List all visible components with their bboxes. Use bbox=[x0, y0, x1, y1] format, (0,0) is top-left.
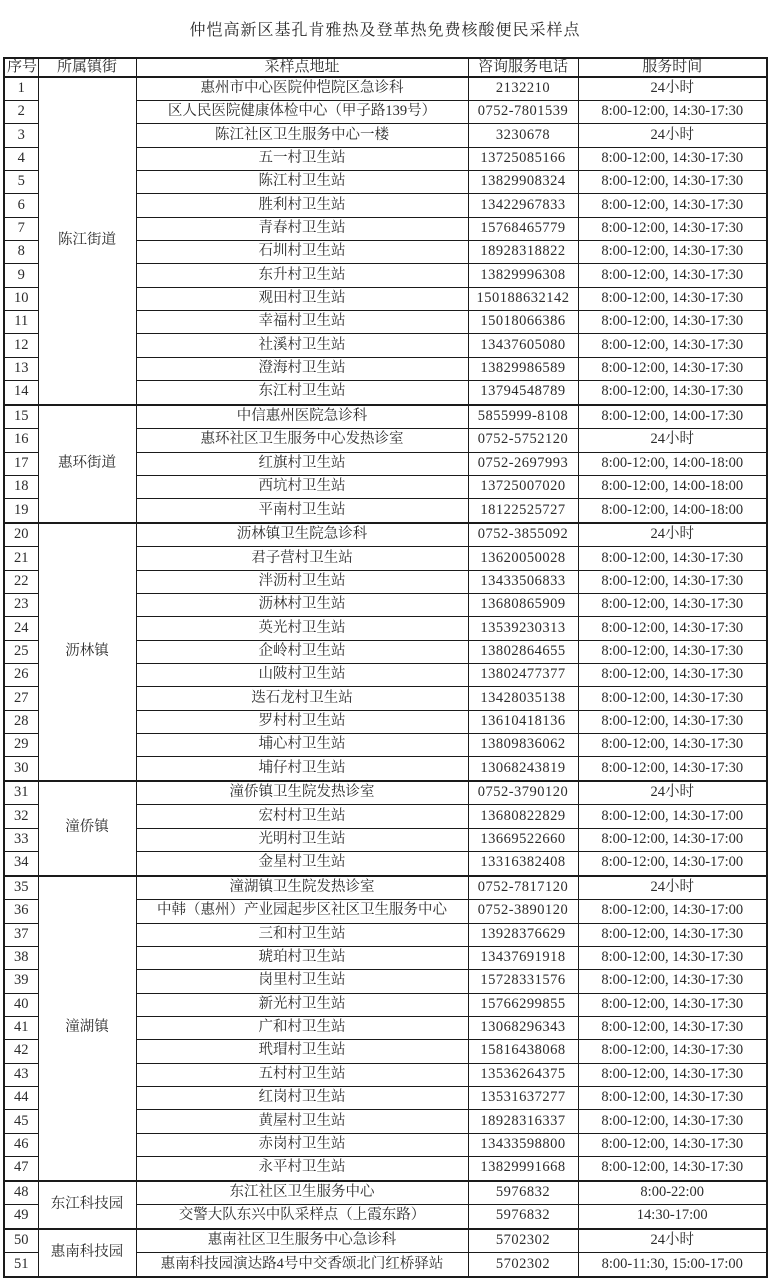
row-serial-number: 12 bbox=[4, 334, 38, 357]
site-address-cell: 惠南科技园演达路4号中交香颂北门红桥驿站 bbox=[136, 1253, 468, 1277]
service-phone-cell: 0752-3790120 bbox=[468, 781, 578, 805]
site-address-cell: 惠州市中心医院仲恺院区急诊科 bbox=[136, 77, 468, 101]
row-serial-number: 48 bbox=[4, 1181, 38, 1205]
table-row bbox=[4, 77, 767, 101]
service-phone-cell: 13068296343 bbox=[468, 1016, 578, 1039]
site-address-cell: 五一村卫生站 bbox=[136, 147, 468, 170]
service-hours-cell: 8:00-12:00, 14:30-17:30 bbox=[578, 1016, 767, 1039]
service-hours-cell: 8:00-12:00, 14:30-17:00 bbox=[578, 805, 767, 828]
service-phone-cell: 5855999-8108 bbox=[468, 405, 578, 429]
row-serial-number: 17 bbox=[4, 452, 38, 475]
service-phone-cell: 13680822829 bbox=[468, 805, 578, 828]
row-serial-number: 10 bbox=[4, 287, 38, 310]
header-service-hours: 服务时间 bbox=[578, 58, 767, 77]
service-phone-cell: 2132210 bbox=[468, 77, 578, 101]
service-phone-cell: 5976832 bbox=[468, 1205, 578, 1229]
service-hours-cell: 24小时 bbox=[578, 523, 767, 547]
service-hours-cell: 8:00-12:00, 14:30-17:30 bbox=[578, 1157, 767, 1181]
row-serial-number: 41 bbox=[4, 1016, 38, 1039]
site-address-cell: 青春村卫生站 bbox=[136, 217, 468, 240]
service-hours-cell: 8:00-12:00, 14:30-17:00 bbox=[578, 852, 767, 876]
row-serial-number: 11 bbox=[4, 311, 38, 334]
site-address-cell: 红岗村卫生站 bbox=[136, 1086, 468, 1109]
service-phone-cell: 18122525727 bbox=[468, 499, 578, 523]
service-hours-cell: 8:00-12:00, 14:30-17:30 bbox=[578, 311, 767, 334]
service-hours-cell: 8:00-12:00, 14:30-17:30 bbox=[578, 101, 767, 124]
site-address-cell: 沥林镇卫生院急诊科 bbox=[136, 523, 468, 547]
site-address-cell: 东江社区卫生服务中心 bbox=[136, 1181, 468, 1205]
service-phone-cell: 5976832 bbox=[468, 1181, 578, 1205]
service-phone-cell: 13610418136 bbox=[468, 710, 578, 733]
row-serial-number: 51 bbox=[4, 1253, 38, 1277]
service-hours-cell: 8:00-12:00, 14:30-17:30 bbox=[578, 241, 767, 264]
site-address-cell: 交警大队东兴中队采样点（上霞东路） bbox=[136, 1205, 468, 1229]
service-hours-cell: 8:00-12:00, 14:30-17:30 bbox=[578, 594, 767, 617]
site-address-cell: 陈江社区卫生服务中心一楼 bbox=[136, 124, 468, 147]
service-phone-cell: 13539230313 bbox=[468, 617, 578, 640]
table-row bbox=[4, 781, 767, 805]
site-address-cell: 中韩（惠州）产业园起步区社区卫生服务中心 bbox=[136, 900, 468, 923]
service-phone-cell: 15816438068 bbox=[468, 1040, 578, 1063]
service-phone-cell: 18928316337 bbox=[468, 1110, 578, 1133]
service-phone-cell: 13531637277 bbox=[468, 1086, 578, 1109]
row-serial-number: 27 bbox=[4, 687, 38, 710]
row-serial-number: 3 bbox=[4, 124, 38, 147]
site-address-cell: 社溪村卫生站 bbox=[136, 334, 468, 357]
site-address-cell: 陈江村卫生站 bbox=[136, 171, 468, 194]
row-serial-number: 38 bbox=[4, 946, 38, 969]
service-phone-cell: 13433506833 bbox=[468, 570, 578, 593]
service-hours-cell: 24小时 bbox=[578, 429, 767, 452]
row-serial-number: 5 bbox=[4, 171, 38, 194]
sampling-points-table bbox=[3, 57, 768, 1278]
service-hours-cell: 8:00-12:00, 14:00-18:00 bbox=[578, 475, 767, 498]
row-serial-number: 14 bbox=[4, 381, 38, 405]
site-address-cell: 金星村卫生站 bbox=[136, 852, 468, 876]
service-phone-cell: 13725085166 bbox=[468, 147, 578, 170]
service-hours-cell: 8:00-12:00, 14:30-17:30 bbox=[578, 970, 767, 993]
service-phone-cell: 13794548789 bbox=[468, 381, 578, 405]
header-service-phone: 咨询服务电话 bbox=[468, 58, 578, 77]
row-serial-number: 36 bbox=[4, 900, 38, 923]
service-phone-cell: 13536264375 bbox=[468, 1063, 578, 1086]
row-serial-number: 19 bbox=[4, 499, 38, 523]
row-serial-number: 39 bbox=[4, 970, 38, 993]
service-phone-cell: 0752-3855092 bbox=[468, 523, 578, 547]
table-row bbox=[4, 876, 767, 900]
site-address-cell: 潼侨镇卫生院发热诊室 bbox=[136, 781, 468, 805]
service-phone-cell: 15728331576 bbox=[468, 970, 578, 993]
row-serial-number: 22 bbox=[4, 570, 38, 593]
service-phone-cell: 13437691918 bbox=[468, 946, 578, 969]
row-serial-number: 44 bbox=[4, 1086, 38, 1109]
site-address-cell: 英光村卫生站 bbox=[136, 617, 468, 640]
table-row bbox=[4, 1229, 767, 1253]
site-address-cell: 迭石龙村卫生站 bbox=[136, 687, 468, 710]
service-hours-cell: 8:00-12:00, 14:30-17:00 bbox=[578, 900, 767, 923]
site-address-cell: 山陂村卫生站 bbox=[136, 664, 468, 687]
service-phone-cell: 13437605080 bbox=[468, 334, 578, 357]
service-hours-cell: 8:00-12:00, 14:30-17:30 bbox=[578, 710, 767, 733]
service-phone-cell: 13829908324 bbox=[468, 171, 578, 194]
service-hours-cell: 8:00-12:00, 14:30-17:30 bbox=[578, 993, 767, 1016]
table-row bbox=[4, 1181, 767, 1205]
town-group-cell: 潼湖镇 bbox=[38, 876, 136, 1181]
service-hours-cell: 8:00-12:00, 14:30-17:30 bbox=[578, 570, 767, 593]
service-hours-cell: 24小时 bbox=[578, 1229, 767, 1253]
service-phone-cell: 0752-3890120 bbox=[468, 900, 578, 923]
site-address-cell: 泮沥村卫生站 bbox=[136, 570, 468, 593]
service-phone-cell: 13802864655 bbox=[468, 640, 578, 663]
service-hours-cell: 14:30-17:00 bbox=[578, 1205, 767, 1229]
site-address-cell: 埔仔村卫生站 bbox=[136, 757, 468, 781]
service-phone-cell: 15766299855 bbox=[468, 993, 578, 1016]
site-address-cell: 东江村卫生站 bbox=[136, 381, 468, 405]
row-serial-number: 26 bbox=[4, 664, 38, 687]
site-address-cell: 胜利村卫生站 bbox=[136, 194, 468, 217]
row-serial-number: 34 bbox=[4, 852, 38, 876]
service-hours-cell: 8:00-12:00, 14:30-17:30 bbox=[578, 357, 767, 380]
service-phone-cell: 13433598800 bbox=[468, 1133, 578, 1156]
service-phone-cell: 0752-7801539 bbox=[468, 101, 578, 124]
service-hours-cell: 8:00-12:00, 14:30-17:30 bbox=[578, 946, 767, 969]
row-serial-number: 15 bbox=[4, 405, 38, 429]
service-hours-cell: 8:00-12:00, 14:30-17:30 bbox=[578, 1133, 767, 1156]
site-address-cell: 红旗村卫生站 bbox=[136, 452, 468, 475]
site-address-cell: 西坑村卫生站 bbox=[136, 475, 468, 498]
row-serial-number: 49 bbox=[4, 1205, 38, 1229]
row-serial-number: 4 bbox=[4, 147, 38, 170]
row-serial-number: 50 bbox=[4, 1229, 38, 1253]
site-address-cell: 三和村卫生站 bbox=[136, 923, 468, 946]
service-phone-cell: 13829986589 bbox=[468, 357, 578, 380]
service-phone-cell: 13725007020 bbox=[468, 475, 578, 498]
site-address-cell: 石圳村卫生站 bbox=[136, 241, 468, 264]
service-hours-cell: 8:00-12:00, 14:00-17:30 bbox=[578, 405, 767, 429]
row-serial-number: 7 bbox=[4, 217, 38, 240]
service-phone-cell: 13829996308 bbox=[468, 264, 578, 287]
service-phone-cell: 13809836062 bbox=[468, 734, 578, 757]
site-address-cell: 惠南社区卫生服务中心急诊科 bbox=[136, 1229, 468, 1253]
site-address-cell: 埔心村卫生站 bbox=[136, 734, 468, 757]
site-address-cell: 永平村卫生站 bbox=[136, 1157, 468, 1181]
row-serial-number: 46 bbox=[4, 1133, 38, 1156]
service-phone-cell: 13620050028 bbox=[468, 547, 578, 570]
row-serial-number: 2 bbox=[4, 101, 38, 124]
service-phone-cell: 150188632142 bbox=[468, 287, 578, 310]
service-hours-cell: 8:00-12:00, 14:30-17:30 bbox=[578, 334, 767, 357]
service-phone-cell: 13669522660 bbox=[468, 828, 578, 851]
service-hours-cell: 8:00-11:30, 15:00-17:00 bbox=[578, 1253, 767, 1277]
table-row bbox=[4, 523, 767, 547]
service-phone-cell: 5702302 bbox=[468, 1253, 578, 1277]
town-group-cell: 陈江街道 bbox=[38, 77, 136, 405]
site-address-cell: 幸福村卫生站 bbox=[136, 311, 468, 334]
service-hours-cell: 8:00-12:00, 14:30-17:30 bbox=[578, 1110, 767, 1133]
service-hours-cell: 24小时 bbox=[578, 781, 767, 805]
row-serial-number: 43 bbox=[4, 1063, 38, 1086]
table-row bbox=[4, 405, 767, 429]
row-serial-number: 1 bbox=[4, 77, 38, 101]
row-serial-number: 37 bbox=[4, 923, 38, 946]
service-hours-cell: 8:00-12:00, 14:30-17:30 bbox=[578, 664, 767, 687]
service-hours-cell: 8:00-12:00, 14:30-17:00 bbox=[578, 828, 767, 851]
service-phone-cell: 15768465779 bbox=[468, 217, 578, 240]
site-address-cell: 企岭村卫生站 bbox=[136, 640, 468, 663]
service-hours-cell: 24小时 bbox=[578, 77, 767, 101]
service-hours-cell: 24小时 bbox=[578, 876, 767, 900]
row-serial-number: 25 bbox=[4, 640, 38, 663]
site-address-cell: 玳瑁村卫生站 bbox=[136, 1040, 468, 1063]
town-group-cell: 惠环街道 bbox=[38, 405, 136, 523]
service-phone-cell: 13316382408 bbox=[468, 852, 578, 876]
row-serial-number: 24 bbox=[4, 617, 38, 640]
row-serial-number: 20 bbox=[4, 523, 38, 547]
site-address-cell: 观田村卫生站 bbox=[136, 287, 468, 310]
service-phone-cell: 13068243819 bbox=[468, 757, 578, 781]
service-phone-cell: 13829991668 bbox=[468, 1157, 578, 1181]
service-phone-cell: 18928318822 bbox=[468, 241, 578, 264]
row-serial-number: 45 bbox=[4, 1110, 38, 1133]
row-serial-number: 40 bbox=[4, 993, 38, 1016]
site-address-cell: 黄屋村卫生站 bbox=[136, 1110, 468, 1133]
site-address-cell: 东升村卫生站 bbox=[136, 264, 468, 287]
service-phone-cell: 0752-5752120 bbox=[468, 429, 578, 452]
service-hours-cell: 8:00-12:00, 14:30-17:30 bbox=[578, 381, 767, 405]
service-hours-cell: 8:00-12:00, 14:30-17:30 bbox=[578, 147, 767, 170]
service-phone-cell: 0752-2697993 bbox=[468, 452, 578, 475]
site-address-cell: 潼湖镇卫生院发热诊室 bbox=[136, 876, 468, 900]
service-hours-cell: 8:00-12:00, 14:30-17:30 bbox=[578, 287, 767, 310]
row-serial-number: 9 bbox=[4, 264, 38, 287]
service-hours-cell: 8:00-12:00, 14:30-17:30 bbox=[578, 640, 767, 663]
row-serial-number: 32 bbox=[4, 805, 38, 828]
service-hours-cell: 8:00-12:00, 14:00-18:00 bbox=[578, 452, 767, 475]
service-hours-cell: 8:00-12:00, 14:30-17:30 bbox=[578, 171, 767, 194]
site-address-cell: 五村村卫生站 bbox=[136, 1063, 468, 1086]
town-group-cell: 沥林镇 bbox=[38, 523, 136, 781]
row-serial-number: 16 bbox=[4, 429, 38, 452]
row-serial-number: 47 bbox=[4, 1157, 38, 1181]
service-hours-cell: 8:00-12:00, 14:30-17:30 bbox=[578, 1063, 767, 1086]
service-hours-cell: 8:00-12:00, 14:30-17:30 bbox=[578, 194, 767, 217]
service-hours-cell: 24小时 bbox=[578, 124, 767, 147]
header-serial-number: 序号 bbox=[4, 58, 38, 77]
service-hours-cell: 8:00-12:00, 14:30-17:30 bbox=[578, 547, 767, 570]
site-address-cell: 惠环社区卫生服务中心发热诊室 bbox=[136, 429, 468, 452]
site-address-cell: 澄海村卫生站 bbox=[136, 357, 468, 380]
site-address-cell: 君子营村卫生站 bbox=[136, 547, 468, 570]
row-serial-number: 31 bbox=[4, 781, 38, 805]
site-address-cell: 琥珀村卫生站 bbox=[136, 946, 468, 969]
service-hours-cell: 8:00-22:00 bbox=[578, 1181, 767, 1205]
row-serial-number: 18 bbox=[4, 475, 38, 498]
page-title: 仲恺高新区基孔肯雅热及登革热免费核酸便民采样点 bbox=[189, 22, 581, 39]
service-phone-cell: 0752-7817120 bbox=[468, 876, 578, 900]
site-address-cell: 宏村村卫生站 bbox=[136, 805, 468, 828]
table-header bbox=[4, 58, 767, 77]
row-serial-number: 30 bbox=[4, 757, 38, 781]
service-hours-cell: 8:00-12:00, 14:30-17:30 bbox=[578, 923, 767, 946]
service-phone-cell: 15018066386 bbox=[468, 311, 578, 334]
row-serial-number: 42 bbox=[4, 1040, 38, 1063]
row-serial-number: 35 bbox=[4, 876, 38, 900]
service-hours-cell: 8:00-12:00, 14:00-18:00 bbox=[578, 499, 767, 523]
row-serial-number: 8 bbox=[4, 241, 38, 264]
row-serial-number: 13 bbox=[4, 357, 38, 380]
service-phone-cell: 13928376629 bbox=[468, 923, 578, 946]
row-serial-number: 23 bbox=[4, 594, 38, 617]
site-address-cell: 平南村卫生站 bbox=[136, 499, 468, 523]
site-address-cell: 中信惠州医院急诊科 bbox=[136, 405, 468, 429]
service-hours-cell: 8:00-12:00, 14:30-17:30 bbox=[578, 1086, 767, 1109]
service-hours-cell: 8:00-12:00, 14:30-17:30 bbox=[578, 264, 767, 287]
site-address-cell: 光明村卫生站 bbox=[136, 828, 468, 851]
service-phone-cell: 5702302 bbox=[468, 1229, 578, 1253]
town-group-cell: 惠南科技园 bbox=[38, 1229, 136, 1277]
site-address-cell: 广和村卫生站 bbox=[136, 1016, 468, 1039]
site-address-cell: 罗村村卫生站 bbox=[136, 710, 468, 733]
service-hours-cell: 8:00-12:00, 14:30-17:30 bbox=[578, 687, 767, 710]
row-serial-number: 28 bbox=[4, 710, 38, 733]
row-serial-number: 33 bbox=[4, 828, 38, 851]
town-group-cell: 东江科技园 bbox=[38, 1181, 136, 1229]
header-town-street: 所属镇街 bbox=[38, 58, 136, 77]
service-hours-cell: 8:00-12:00, 14:30-17:30 bbox=[578, 757, 767, 781]
header-row bbox=[4, 58, 767, 77]
service-phone-cell: 13680865909 bbox=[468, 594, 578, 617]
service-phone-cell: 13428035138 bbox=[468, 687, 578, 710]
town-group-cell: 潼侨镇 bbox=[38, 781, 136, 876]
service-hours-cell: 8:00-12:00, 14:30-17:30 bbox=[578, 217, 767, 240]
site-address-cell: 岗里村卫生站 bbox=[136, 970, 468, 993]
row-serial-number: 21 bbox=[4, 547, 38, 570]
service-phone-cell: 13422967833 bbox=[468, 194, 578, 217]
site-address-cell: 新光村卫生站 bbox=[136, 993, 468, 1016]
site-address-cell: 沥林村卫生站 bbox=[136, 594, 468, 617]
header-site-address: 采样点地址 bbox=[136, 58, 468, 77]
service-phone-cell: 3230678 bbox=[468, 124, 578, 147]
service-phone-cell: 13802477377 bbox=[468, 664, 578, 687]
service-hours-cell: 8:00-12:00, 14:30-17:30 bbox=[578, 617, 767, 640]
row-serial-number: 6 bbox=[4, 194, 38, 217]
service-hours-cell: 8:00-12:00, 14:30-17:30 bbox=[578, 734, 767, 757]
site-address-cell: 区人民医院健康体检中心（甲子路139号） bbox=[136, 101, 468, 124]
service-hours-cell: 8:00-12:00, 14:30-17:30 bbox=[578, 1040, 767, 1063]
row-serial-number: 29 bbox=[4, 734, 38, 757]
table-body bbox=[4, 77, 767, 1278]
site-address-cell: 赤岗村卫生站 bbox=[136, 1133, 468, 1156]
